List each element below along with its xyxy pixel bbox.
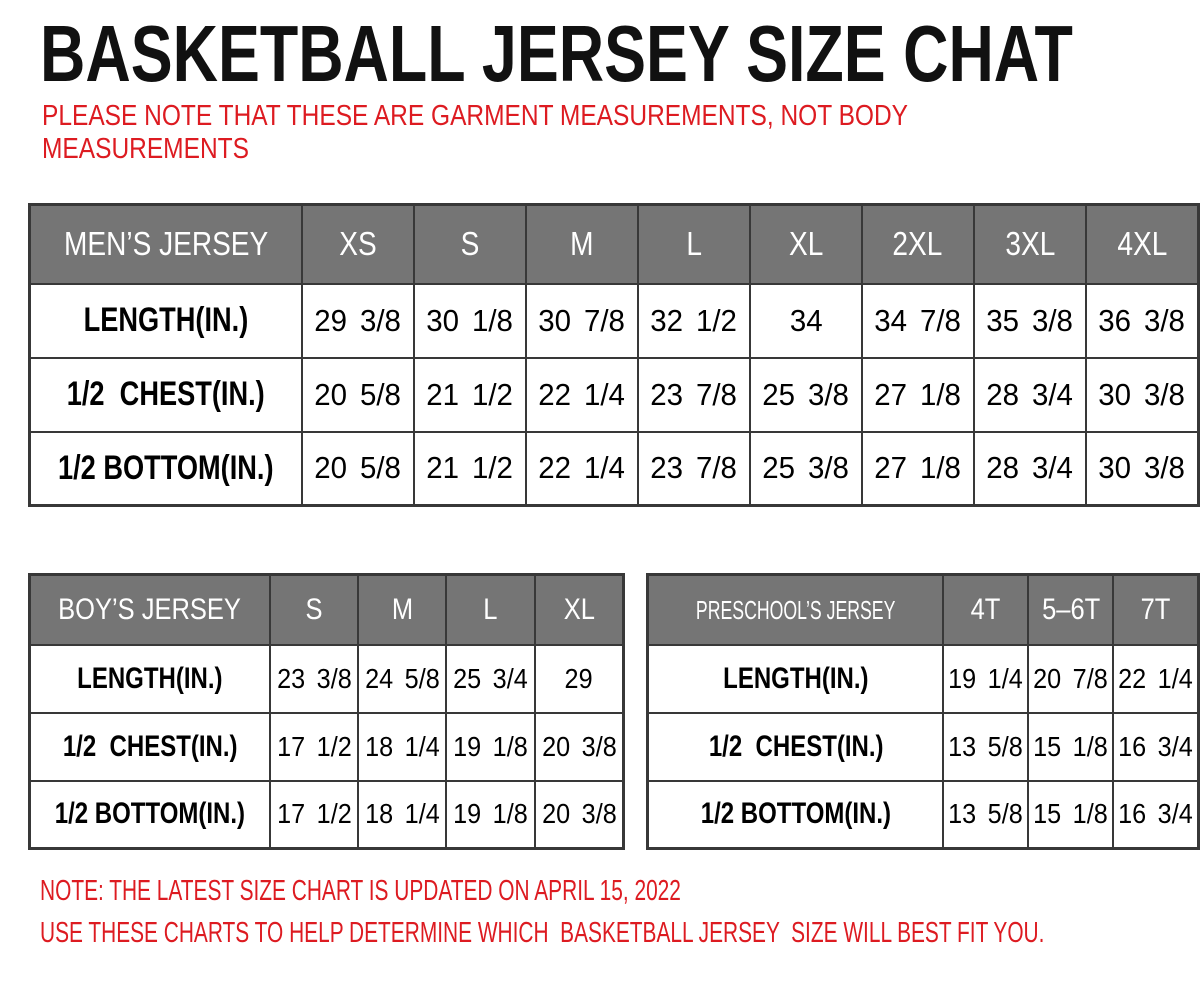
cell-text: 22 1/4 (538, 376, 625, 412)
cell-text: 23 7/8 (650, 376, 738, 412)
size-value-cell (358, 713, 446, 781)
cell-text: 30 1/8 (426, 302, 513, 338)
size-value-cell (1113, 781, 1198, 849)
row-label-cell (30, 432, 302, 506)
size-value-cell (302, 358, 414, 432)
cell-text: L (483, 592, 498, 626)
size-value-cell (638, 358, 750, 432)
size-value-cell (1086, 284, 1199, 358)
row-label-cell (30, 358, 302, 432)
size-value-cell (414, 358, 526, 432)
cell-text: 35 3/8 (986, 302, 1074, 338)
size-value-cell (1086, 358, 1199, 432)
cell-text: LENGTH(IN.) (77, 661, 223, 695)
cell-text: 28 3/4 (986, 376, 1074, 412)
size-value-cell (526, 358, 638, 432)
size-value-cell (750, 432, 862, 506)
cell-text: 15 1/8 (1033, 730, 1108, 762)
cell-text: 1/2 CHEST(IN.) (66, 375, 265, 413)
cell-text: 1/2 BOTTOM(IN.) (700, 797, 891, 831)
cell-text: 30 3/8 (1098, 376, 1186, 412)
page-title: BASKETBALL JERSEY SIZE CHAT (40, 9, 1073, 98)
row-label-cell (30, 645, 270, 713)
row-label-cell (30, 284, 302, 358)
cell-text: 22 1/4 (1118, 662, 1193, 694)
cell-text: 16 3/4 (1118, 730, 1193, 762)
size-header-cell (302, 205, 414, 284)
cell-text: 18 1/4 (365, 798, 440, 830)
size-value-cell (943, 645, 1028, 713)
cell-text: 20 3/8 (541, 730, 617, 762)
cell-text: 34 (789, 302, 823, 338)
cell-text: M (569, 225, 594, 263)
size-value-cell (974, 358, 1086, 432)
row-label-cell (30, 781, 270, 849)
size-header-cell (750, 205, 862, 284)
garment-measurement-note: PLEASE NOTE THAT THESE ARE GARMENT MEASUREMENTS, NOT BODY MEASUREMENTS (42, 100, 908, 165)
cell-text: XL (788, 225, 823, 263)
size-value-cell (1028, 713, 1113, 781)
cell-text: 25 3/4 (453, 662, 528, 694)
size-header-cell (862, 205, 974, 284)
size-value-cell (1086, 432, 1199, 506)
size-value-cell (943, 713, 1028, 781)
size-value-cell (974, 432, 1086, 506)
usage-note: USE THESE CHARTS TO HELP DETERMINE WHICH BASKETBALL JERSEY SIZE WILL BEST FIT YOU. (40, 917, 1045, 949)
cell-text: 28 3/4 (986, 450, 1074, 486)
cell-text: 18 1/4 (365, 730, 440, 762)
size-header-cell (414, 205, 526, 284)
size-header-cell (1113, 575, 1198, 645)
size-value-cell (414, 432, 526, 506)
cell-text: BOY’S JERSEY (58, 592, 242, 626)
cell-text: 13 5/8 (948, 730, 1024, 762)
cell-text: S (460, 225, 479, 263)
cell-text: 5–6T (1041, 592, 1100, 626)
size-value-cell (446, 713, 534, 781)
size-value-cell (974, 284, 1086, 358)
size-value-cell (358, 781, 446, 849)
size-header-cell (638, 205, 750, 284)
cell-text: 36 3/8 (1098, 302, 1186, 338)
size-value-cell (526, 432, 638, 506)
cell-text: 17 1/2 (276, 798, 352, 830)
cell-text: 23 3/8 (276, 662, 352, 694)
size-value-cell (270, 645, 358, 713)
cell-text: 15 1/8 (1033, 798, 1108, 830)
cell-text: 21 1/2 (426, 376, 513, 412)
size-header-cell (535, 575, 624, 645)
cell-text: LENGTH(IN.) (723, 661, 869, 695)
size-value-cell (1113, 645, 1198, 713)
cell-text: 30 7/8 (538, 302, 625, 338)
update-date-note: NOTE: THE LATEST SIZE CHART IS UPDATED ON APRIL 15, 2022 (40, 875, 681, 907)
size-header-cell (943, 575, 1028, 645)
cell-text: 20 7/8 (1033, 662, 1108, 694)
cell-text: 1/2 CHEST(IN.) (62, 729, 238, 763)
cell-text: 20 5/8 (314, 376, 401, 412)
row-label-cell (648, 645, 944, 713)
cell-text: 23 7/8 (650, 450, 738, 486)
size-header-cell (270, 575, 358, 645)
size-value-cell (446, 645, 534, 713)
cell-text: M (391, 592, 413, 626)
size-header-cell (974, 205, 1086, 284)
size-value-cell (1028, 781, 1113, 849)
cell-text: 27 1/8 (874, 450, 962, 486)
size-value-cell (526, 284, 638, 358)
cell-text: 21 1/2 (426, 450, 513, 486)
cell-text: 1/2 BOTTOM(IN.) (57, 448, 274, 487)
cell-text: 19 1/8 (453, 798, 528, 830)
cell-text: XS (338, 225, 377, 263)
size-value-cell (535, 713, 624, 781)
cell-text: 16 3/4 (1118, 798, 1193, 830)
cell-text: 25 3/8 (762, 450, 850, 486)
cell-text: 19 1/4 (948, 662, 1024, 694)
row-label-cell (648, 713, 944, 781)
cell-text: 30 3/8 (1098, 450, 1186, 486)
size-header-cell (1086, 205, 1199, 284)
cell-text: 24 5/8 (365, 662, 440, 694)
size-value-cell (302, 432, 414, 506)
size-value-cell (638, 432, 750, 506)
cell-text: 29 3/8 (314, 302, 401, 338)
size-value-cell (414, 284, 526, 358)
size-value-cell (535, 781, 624, 849)
row-label-cell (648, 781, 944, 849)
size-header-cell (446, 575, 534, 645)
size-value-cell (270, 713, 358, 781)
cell-text: 22 1/4 (538, 450, 625, 486)
size-value-cell (535, 645, 624, 713)
cell-text: 20 3/8 (541, 798, 617, 830)
cell-text: 25 3/8 (762, 376, 850, 412)
size-value-cell (1113, 713, 1198, 781)
size-value-cell (358, 645, 446, 713)
size-value-cell (862, 432, 974, 506)
table-title-cell (648, 575, 944, 645)
size-value-cell (302, 284, 414, 358)
cell-text: MEN’S JERSEY (63, 225, 268, 263)
size-value-cell (750, 284, 862, 358)
size-value-cell (750, 358, 862, 432)
size-value-cell (446, 781, 534, 849)
preschool-jersey-size-table (646, 573, 1200, 850)
size-value-cell (862, 358, 974, 432)
table-title-cell (30, 205, 302, 284)
kids-tables-row (28, 573, 1200, 850)
cell-text: 2XL (892, 225, 943, 263)
cell-text: 4XL (1117, 225, 1167, 263)
size-value-cell (270, 781, 358, 849)
cell-text: 32 1/2 (650, 302, 738, 338)
size-header-cell (526, 205, 638, 284)
cell-text: 7T (1140, 592, 1171, 626)
mens-jersey-size-table (28, 203, 1200, 507)
size-header-cell (1028, 575, 1113, 645)
size-value-cell (943, 781, 1028, 849)
size-header-cell (358, 575, 446, 645)
cell-text: 29 (564, 662, 593, 694)
cell-text: 20 5/8 (314, 450, 401, 486)
cell-text: S (305, 592, 323, 626)
table-title-cell (30, 575, 270, 645)
size-value-cell (638, 284, 750, 358)
cell-text: 27 1/8 (874, 376, 962, 412)
boys-jersey-size-table (28, 573, 625, 850)
cell-text: 17 1/2 (276, 730, 352, 762)
size-value-cell (1028, 645, 1113, 713)
cell-text: 1/2 CHEST(IN.) (708, 729, 884, 763)
cell-text: 1/2 BOTTOM(IN.) (54, 797, 246, 831)
cell-text: L (685, 225, 702, 263)
cell-text: PRESCHOOL’S JERSEY (696, 594, 896, 625)
cell-text: 19 1/8 (453, 730, 528, 762)
cell-text: 3XL (1004, 225, 1055, 263)
row-label-cell (30, 713, 270, 781)
size-value-cell (862, 284, 974, 358)
cell-text: 13 5/8 (948, 798, 1024, 830)
cell-text: 34 7/8 (874, 302, 962, 338)
cell-text: 4T (970, 592, 1001, 626)
cell-text: XL (563, 592, 595, 626)
cell-text: LENGTH(IN.) (83, 301, 249, 339)
